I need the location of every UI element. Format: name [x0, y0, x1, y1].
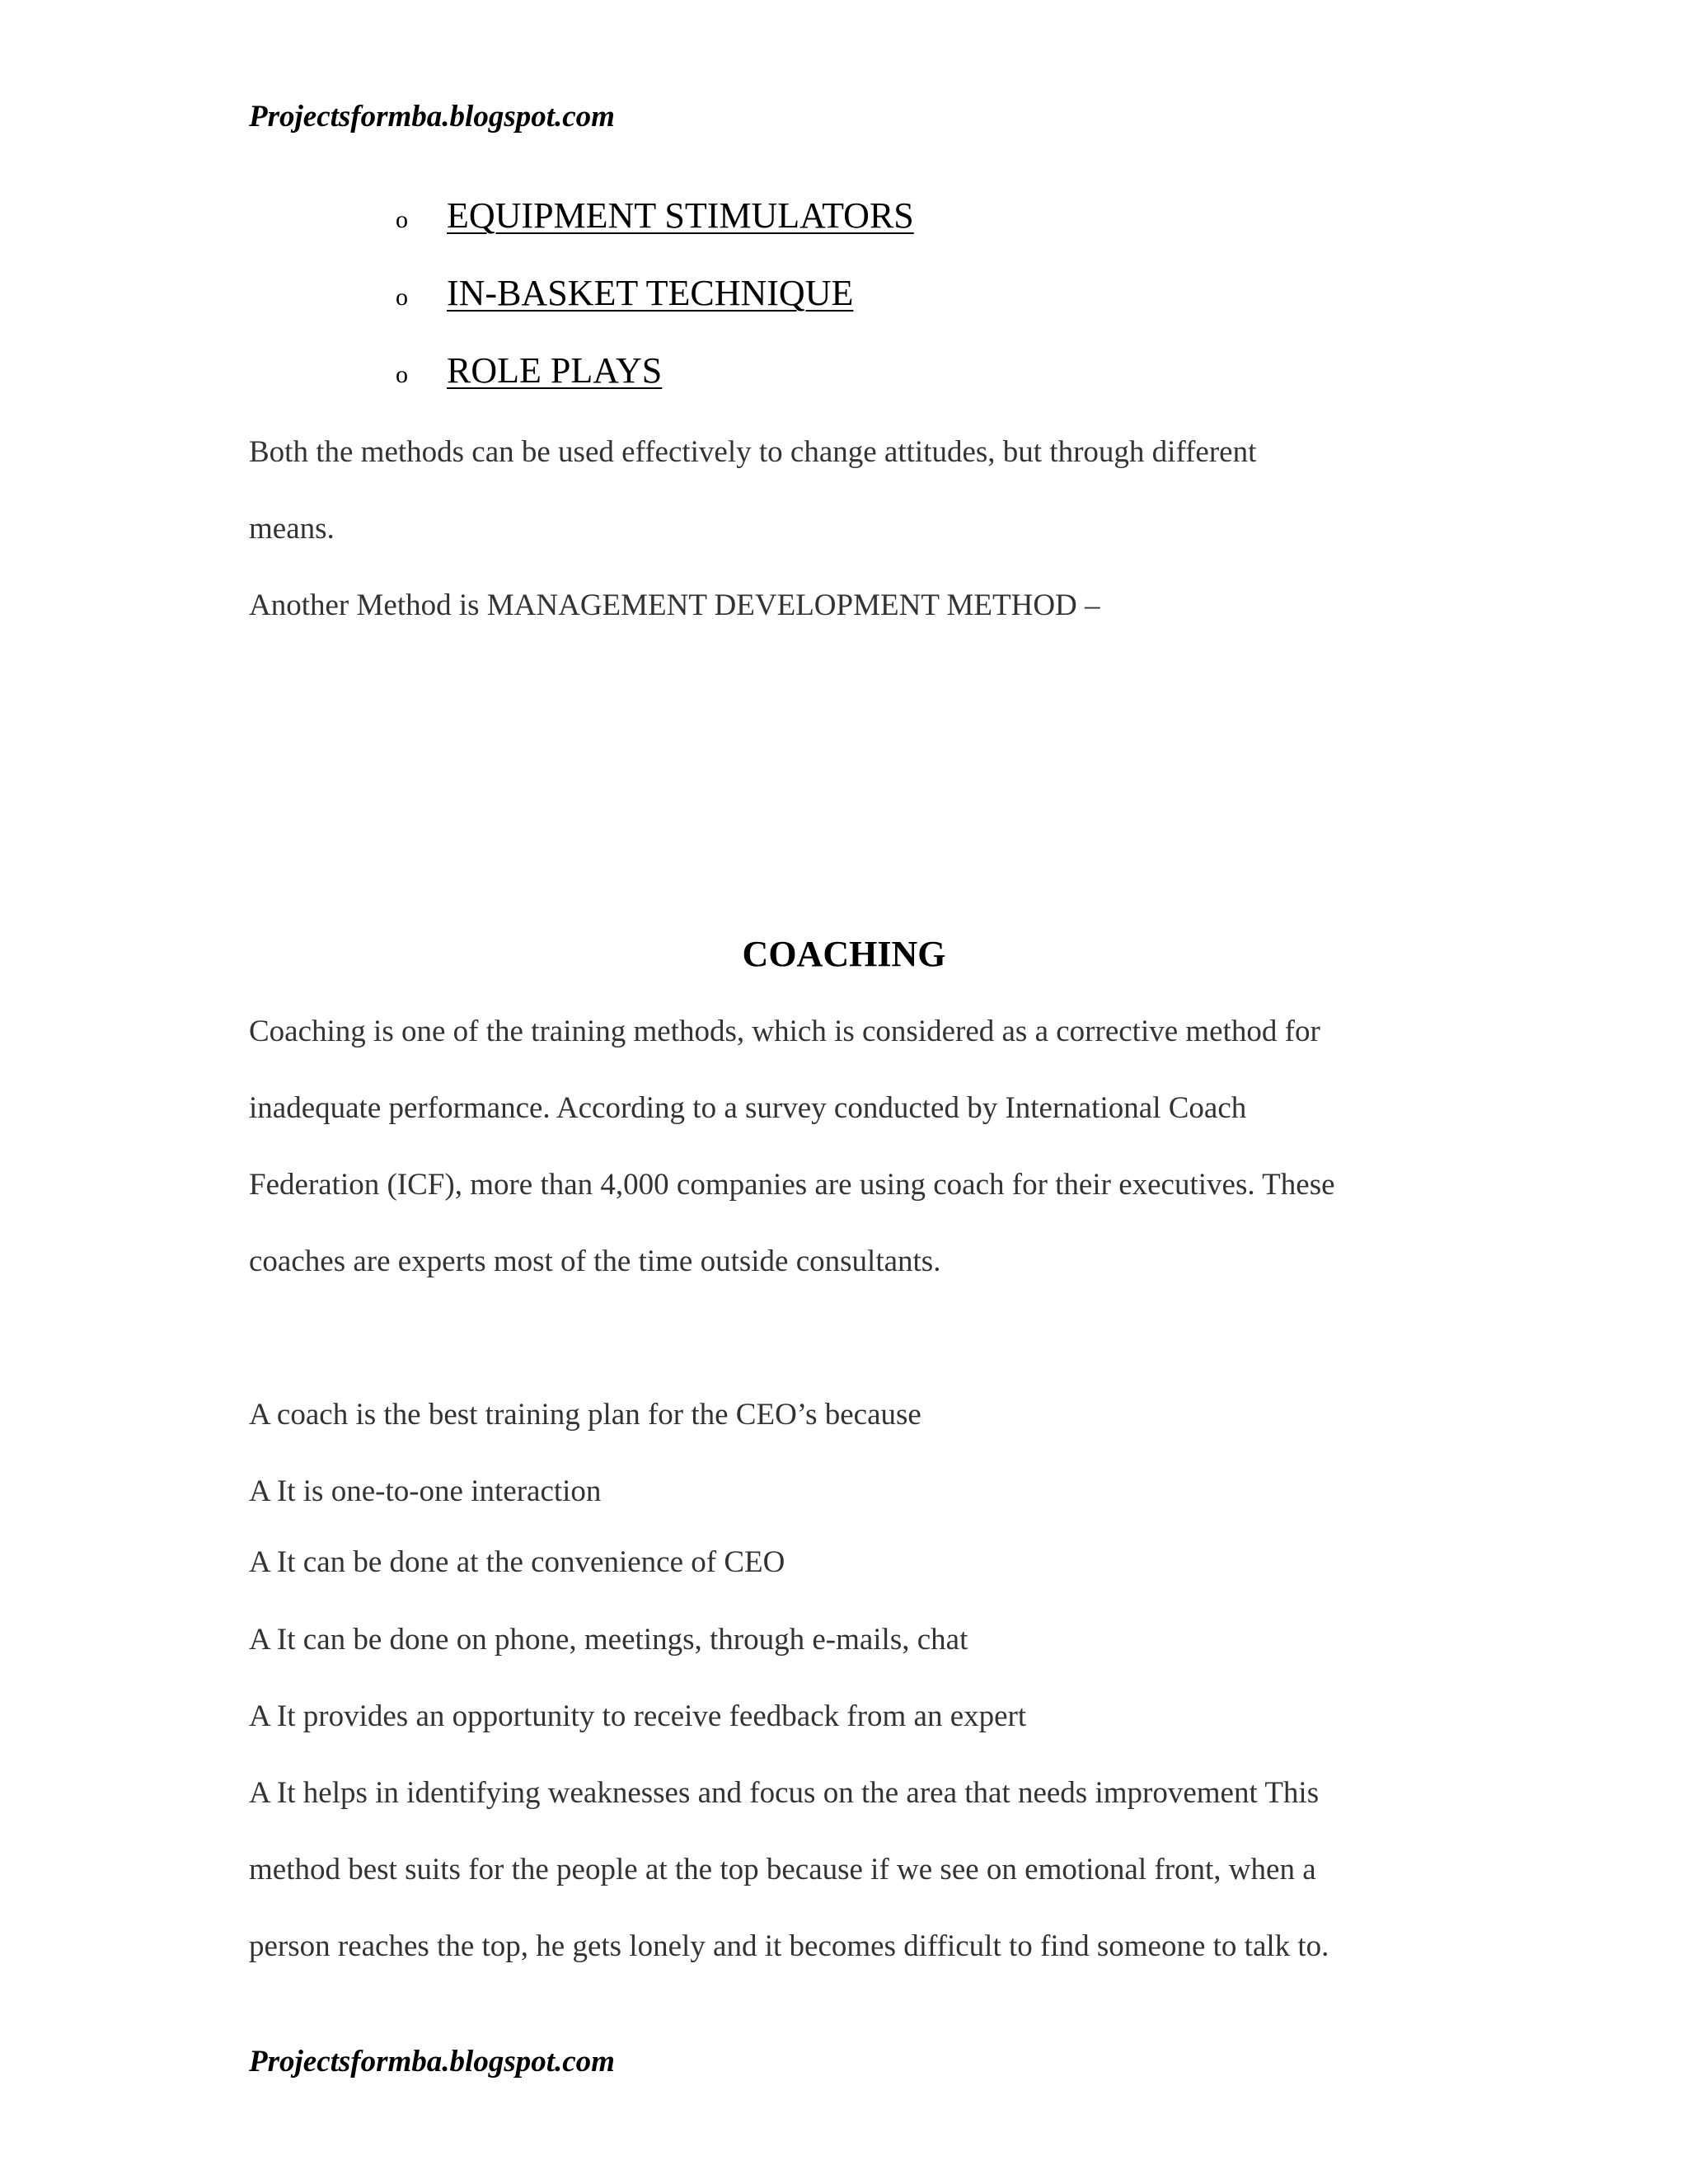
- paragraph-line: inadequate performance. According to a survey conducted by International Coach: [249, 1091, 1247, 1125]
- paragraph-lead: A coach is the best training plan for the CEO’s because: [249, 1398, 921, 1432]
- hollow-bullet-icon: o: [396, 284, 408, 311]
- page-footer-site: Projectsformba.blogspot.com: [249, 2045, 615, 2079]
- hollow-bullet-icon: o: [396, 361, 408, 388]
- coach-point: A It helps in identifying weaknesses and focus on the area that needs improvement This: [249, 1776, 1320, 1810]
- bullet-label: ROLE PLAYS: [447, 350, 663, 391]
- intro-line: Another Method is MANAGEMENT DEVELOPMENT METHOD –: [249, 588, 1100, 622]
- intro-line: Both the methods can be used effectively to change attitudes, but through different: [249, 435, 1257, 469]
- coach-point: A It provides an opportunity to receive feedback from an expert: [249, 1699, 1027, 1733]
- bullet-label: EQUIPMENT STIMULATORS: [447, 195, 914, 236]
- coach-point: A It is one-to-one interaction: [249, 1474, 602, 1508]
- paragraph-line: Federation (ICF), more than 4,000 companies are using coach for their executives. These: [249, 1168, 1335, 1202]
- paragraph-line: person reaches the top, he gets lonely and it becomes difficult to find someone to talk to.: [249, 1929, 1329, 1963]
- intro-line: means.: [249, 512, 335, 546]
- paragraph-line: coaches are experts most of the time outside consultants.: [249, 1244, 941, 1278]
- coach-point: A It can be done at the convenience of CEO: [249, 1545, 785, 1579]
- page-header-site: Projectsformba.blogspot.com: [249, 100, 615, 134]
- bullet-label: IN-BASKET TECHNIQUE: [447, 273, 854, 313]
- paragraph-line: method best suits for the people at the top because if we see on emotional front, when a: [249, 1853, 1316, 1886]
- coach-point: A It can be done on phone, meetings, through e-mails, chat: [249, 1623, 968, 1657]
- paragraph-line: Coaching is one of the training methods, which is considered as a corrective method for: [249, 1015, 1320, 1048]
- hollow-bullet-icon: o: [396, 206, 408, 233]
- section-title: COACHING: [742, 934, 946, 974]
